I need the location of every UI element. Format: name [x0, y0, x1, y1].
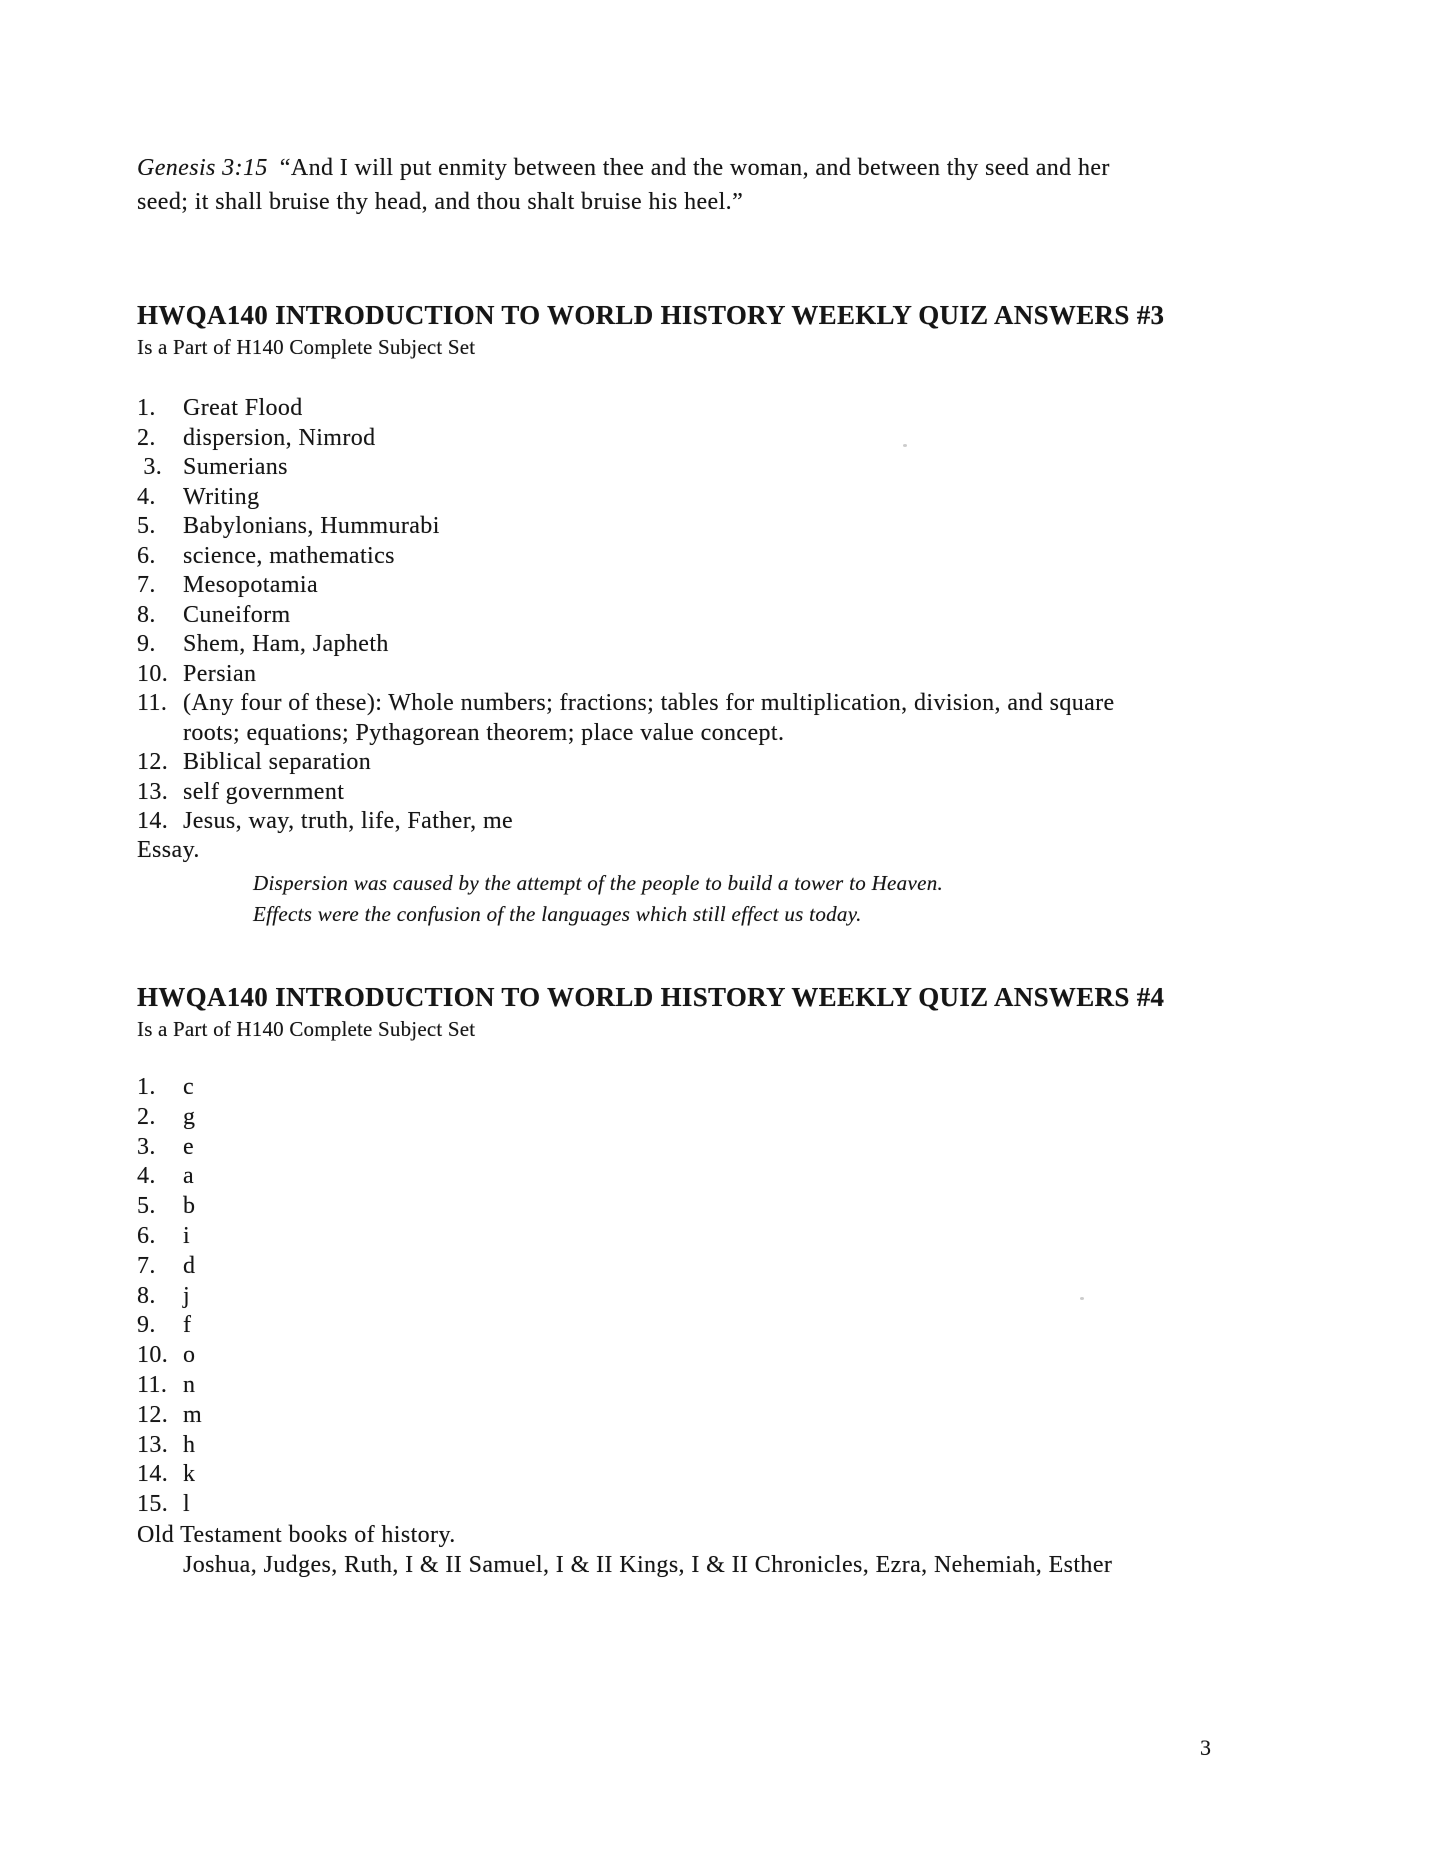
answer-text: j — [183, 1282, 191, 1309]
essay-answer — [253, 868, 943, 929]
answer-number: 3. — [137, 454, 163, 480]
answer-text: dispersion, Nimrod — [183, 424, 376, 451]
answer-text-cell — [183, 1162, 1242, 1192]
answer-number: 9. — [137, 1312, 156, 1339]
answer-text-cell — [183, 1460, 1242, 1490]
answer-text-cell — [183, 689, 1242, 748]
answer-row — [137, 424, 1242, 454]
essay-line: Effects were the confusion of the languages which still effect us today. — [253, 901, 862, 926]
answer-row — [137, 1311, 1242, 1341]
answer-text-cell — [183, 1252, 1242, 1282]
answer-number: 8. — [137, 1282, 156, 1309]
answer-text: Great Flood — [183, 395, 303, 421]
answer-row — [137, 1162, 1242, 1192]
page-number: 3 — [1200, 1735, 1211, 1760]
answer-text-cell — [183, 453, 1242, 483]
answer-text-cell — [183, 1073, 1242, 1103]
answer-text: o — [183, 1342, 196, 1369]
answer-number: 14. — [137, 1461, 169, 1488]
quiz4-closing — [137, 1520, 1112, 1580]
answer-text: e — [183, 1133, 195, 1160]
answer-text-cell — [183, 1103, 1242, 1133]
answer-number: 13. — [137, 1431, 169, 1458]
answer-row — [137, 1460, 1242, 1490]
answer-number: 10. — [137, 660, 169, 687]
answer-number: 7. — [137, 572, 156, 598]
answer-number: 1. — [137, 1074, 156, 1100]
scripture-quote — [137, 151, 1227, 219]
scan-speck — [903, 444, 907, 447]
answer-text-cell — [183, 1192, 1242, 1222]
answer-text: Mesopotamia — [183, 572, 319, 598]
answer-row — [137, 1252, 1242, 1282]
answer-row — [137, 601, 1242, 631]
answer-row — [137, 748, 1242, 778]
answer-text-cell — [183, 807, 1242, 837]
answer-number: 5. — [137, 513, 156, 539]
answer-row — [137, 571, 1242, 601]
answer-row — [137, 453, 1242, 483]
quiz4-header — [137, 981, 1164, 1045]
answer-text-cell — [183, 1311, 1242, 1341]
quiz4-heading: HWQA140 INTRODUCTION TO WORLD HISTORY WEEKLY QUIZ ANSWERS #4 — [137, 982, 1165, 1012]
answer-text: Persian — [183, 660, 257, 687]
answer-row — [137, 1133, 1242, 1163]
answer-row — [137, 1341, 1242, 1371]
answer-text: Writing — [183, 483, 260, 510]
answer-text-cell — [183, 1341, 1242, 1371]
answer-number: 2. — [137, 1103, 156, 1130]
answer-text: n — [183, 1371, 196, 1398]
answer-text: Shem, Ham, Japheth — [183, 631, 389, 657]
answer-text-cell — [183, 424, 1242, 454]
answer-number: 11. — [137, 1371, 168, 1398]
essay-line: Dispersion was caused by the attempt of the people to build a tower to Heaven. — [253, 871, 944, 895]
essay-label: Essay. — [137, 837, 200, 863]
quiz3-heading: HWQA140 INTRODUCTION TO WORLD HISTORY WEEKLY QUIZ ANSWERS #3 — [137, 300, 1165, 330]
scripture-reference: Genesis 3:15 — [137, 155, 268, 181]
answer-text: k — [183, 1461, 196, 1488]
answer-text: h — [183, 1431, 196, 1458]
answer-text: (Any four of these): Whole numbers; fractions; tables for multiplication, division, and square — [183, 690, 1115, 716]
answer-number: 15. — [137, 1491, 169, 1518]
answer-row — [137, 778, 1242, 808]
answer-text: i — [183, 1222, 191, 1249]
answer-text-cell — [183, 571, 1242, 601]
answer-row — [137, 542, 1242, 572]
answer-number: 3. — [137, 1133, 156, 1160]
closing-detail: Joshua, Judges, Ruth, I & II Samuel, I & II Kings, I & II Chronicles, Ezra, Nehemiah, Esther — [183, 1552, 1113, 1578]
answer-text: Babylonians, Hummurabi — [183, 513, 440, 539]
answer-text: c — [183, 1074, 195, 1100]
answer-number: 7. — [137, 1252, 156, 1279]
quiz4-subheading: Is a Part of H140 Complete Subject Set — [137, 1017, 476, 1041]
answer-row — [137, 1490, 1242, 1520]
answer-text-cell — [183, 512, 1242, 542]
answer-row — [137, 1431, 1242, 1461]
answer-row — [137, 630, 1242, 660]
answer-row — [137, 689, 1242, 748]
answer-text-cell — [183, 630, 1242, 660]
answer-number: 6. — [137, 1222, 156, 1249]
answer-text: f — [183, 1312, 192, 1339]
scripture-line1: “And I will put enmity between thee and the woman, and between thy seed and her — [279, 155, 1110, 181]
answer-number: 13. — [137, 778, 169, 805]
answer-text: self government — [183, 778, 345, 805]
answer-row — [137, 1192, 1242, 1222]
answer-text-cell — [183, 1222, 1242, 1252]
answer-text-cell — [183, 394, 1242, 424]
answer-number: 12. — [137, 1401, 169, 1428]
answer-row — [137, 660, 1242, 690]
answer-text-cell — [183, 601, 1242, 631]
answer-text-cell — [183, 1133, 1242, 1163]
answer-text-cell — [183, 660, 1242, 690]
answer-number: 11. — [137, 690, 168, 716]
scripture-line2: seed; it shall bruise thy head, and thou shalt bruise his heel.” — [137, 189, 744, 215]
answer-text-cell — [183, 483, 1242, 513]
answer-row — [137, 1222, 1242, 1252]
answer-text: m — [183, 1401, 203, 1428]
answer-text-cell — [183, 1490, 1242, 1520]
answer-number: 14. — [137, 808, 169, 834]
answer-number: 9. — [137, 631, 156, 657]
answer-text: l — [183, 1491, 191, 1518]
closing-line: Old Testament books of history. — [137, 1522, 456, 1548]
answer-text-cell — [183, 542, 1242, 572]
answer-number: 5. — [137, 1193, 156, 1220]
answer-row — [137, 483, 1242, 513]
answer-text: science, mathematics — [183, 542, 395, 569]
quiz3-answer-list — [137, 394, 1242, 837]
answer-row — [137, 394, 1242, 424]
answer-text: Cuneiform — [183, 601, 291, 628]
answer-text: Sumerians — [183, 454, 288, 480]
answer-number: 2. — [137, 424, 156, 451]
answer-text-cell — [183, 1431, 1242, 1461]
answer-number: 6. — [137, 542, 156, 569]
quiz3-header — [137, 299, 1164, 363]
answer-row — [137, 1371, 1242, 1401]
answer-number: 4. — [137, 483, 156, 510]
answer-text-cell — [183, 1371, 1242, 1401]
quiz4-answer-list — [137, 1073, 1242, 1520]
answer-row — [137, 1073, 1242, 1103]
quiz3-subheading: Is a Part of H140 Complete Subject Set — [137, 335, 476, 359]
answer-row — [137, 512, 1242, 542]
answer-number: 12. — [137, 749, 169, 775]
answer-text-cell — [183, 748, 1242, 778]
answer-row — [137, 807, 1242, 837]
answer-number: 1. — [137, 395, 156, 421]
answer-number: 8. — [137, 601, 156, 628]
answer-text-continuation: roots; equations; Pythagorean theorem; place value concept. — [183, 719, 785, 746]
answer-row — [137, 1103, 1242, 1133]
answer-number: 10. — [137, 1342, 169, 1369]
answer-text-cell — [183, 1401, 1242, 1431]
answer-text: g — [183, 1103, 196, 1130]
answer-row — [137, 1282, 1242, 1312]
answer-text: d — [183, 1252, 196, 1279]
answer-text: Jesus, way, truth, life, Father, me — [183, 808, 514, 834]
answer-text: Biblical separation — [183, 749, 372, 775]
answer-text-cell — [183, 778, 1242, 808]
answer-text: a — [183, 1163, 195, 1190]
answer-row — [137, 1401, 1242, 1431]
scan-speck — [1080, 1297, 1084, 1300]
answer-number: 4. — [137, 1163, 156, 1190]
answer-text: b — [183, 1193, 196, 1220]
